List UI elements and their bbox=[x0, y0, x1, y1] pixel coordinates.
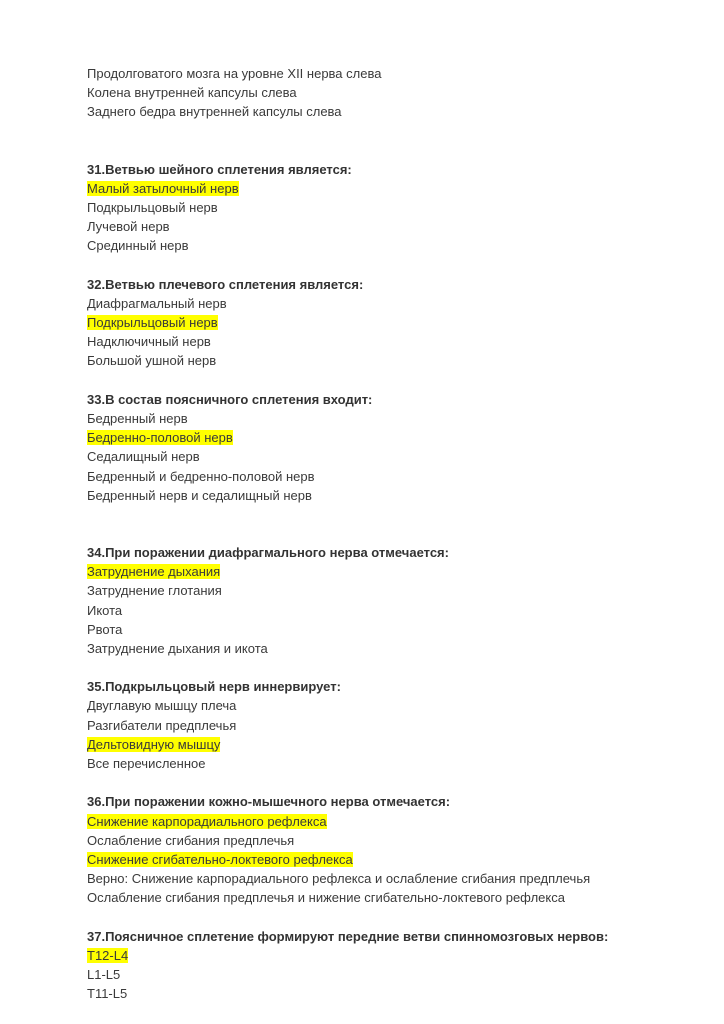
answer-option: Большой ушной нерв bbox=[87, 353, 217, 369]
answer-option: Разгибатели предплечья bbox=[87, 717, 237, 733]
answer-option: Надключичный нерв bbox=[87, 334, 211, 350]
question-title: 33.В состав поясничного сплетения входит: bbox=[87, 391, 373, 407]
answer-option: Затруднение дыхания и икота bbox=[87, 640, 268, 656]
spacer bbox=[87, 256, 707, 275]
answer-option: Рвота bbox=[87, 621, 123, 637]
question-block bbox=[87, 927, 707, 1004]
intro-line: Заднего бедра внутренней капсулы слева bbox=[87, 104, 342, 120]
question-title: 34.При поражении диафрагмального нерва отмечается: bbox=[87, 544, 449, 560]
spacer bbox=[87, 658, 707, 677]
question-block bbox=[87, 792, 707, 907]
answer-option: Верно: Снижение карпорадиального рефлекса и ослабление сгибания предплечья bbox=[87, 871, 591, 887]
intro-line: Продолговатого мозга на уровне XII нерва слева bbox=[87, 66, 382, 81]
question-title: 31.Ветвью шейного сплетения является: bbox=[87, 161, 352, 177]
spacer bbox=[87, 773, 707, 792]
answer-option: Двуглавую мышцу плеча bbox=[87, 698, 237, 714]
answer-option: Все перечисленное bbox=[87, 756, 206, 771]
question-title: 32.Ветвью плечевого сплетения является: bbox=[87, 276, 364, 292]
answer-option: Бедренный нерв bbox=[87, 411, 188, 426]
answer-option-highlighted: Малый затылочный нерв bbox=[87, 180, 239, 196]
question-title: 37.Поясничное сплетение формируют передние ветви спинномозговых нервов: bbox=[87, 928, 609, 944]
answer-option: Ослабление сгибания предплечья и нижение сгибательно-локтевого рефлекса bbox=[87, 890, 565, 906]
spacer bbox=[87, 122, 707, 160]
spacer bbox=[87, 505, 707, 543]
answer-option-highlighted: Подкрыльцовый нерв bbox=[87, 315, 218, 331]
answer-option: Икота bbox=[87, 602, 123, 618]
question-block bbox=[87, 543, 707, 658]
answer-option-highlighted: Снижение сгибательно-локтевого рефлекса bbox=[87, 851, 353, 867]
document-page bbox=[87, 64, 707, 1003]
spacer bbox=[87, 908, 707, 927]
question-block bbox=[87, 275, 707, 371]
question-title: 36.При поражении кожно-мышечного нерва отмечается: bbox=[87, 794, 451, 810]
answer-option: Подкрыльцовый нерв bbox=[87, 199, 218, 215]
answer-option: L1-L5 bbox=[87, 967, 121, 983]
spacer bbox=[87, 371, 707, 390]
answer-option-highlighted: Дельтовидную мышцу bbox=[87, 736, 221, 752]
answer-option: Срединный нерв bbox=[87, 238, 189, 254]
answer-option: Лучевой нерв bbox=[87, 219, 170, 235]
question-block bbox=[87, 160, 707, 256]
question-title: 35.Подкрыльцовый нерв иннервирует: bbox=[87, 679, 341, 695]
answer-option: Седалищный нерв bbox=[87, 449, 200, 465]
answer-option: Бедренный нерв и седалищный нерв bbox=[87, 487, 312, 503]
answer-option: Диафрагмальный нерв bbox=[87, 295, 227, 311]
answer-option-highlighted: Затруднение дыхания bbox=[87, 564, 221, 580]
answer-option: Ослабление сгибания предплечья bbox=[87, 832, 295, 848]
answer-option: Бедренный и бедренно-половой нерв bbox=[87, 468, 315, 484]
answer-option: Затруднение глотания bbox=[87, 583, 222, 599]
answer-option-highlighted: Снижение карпорадиального рефлекса bbox=[87, 813, 327, 829]
question-block bbox=[87, 677, 707, 773]
answer-option-highlighted: T12-L4 bbox=[87, 947, 129, 963]
intro-line: Колена внутренней капсулы слева bbox=[87, 85, 297, 101]
answer-option: T11-L5 bbox=[87, 986, 128, 1002]
question-block bbox=[87, 390, 707, 505]
answer-option-highlighted: Бедренно-половой нерв bbox=[87, 430, 233, 446]
